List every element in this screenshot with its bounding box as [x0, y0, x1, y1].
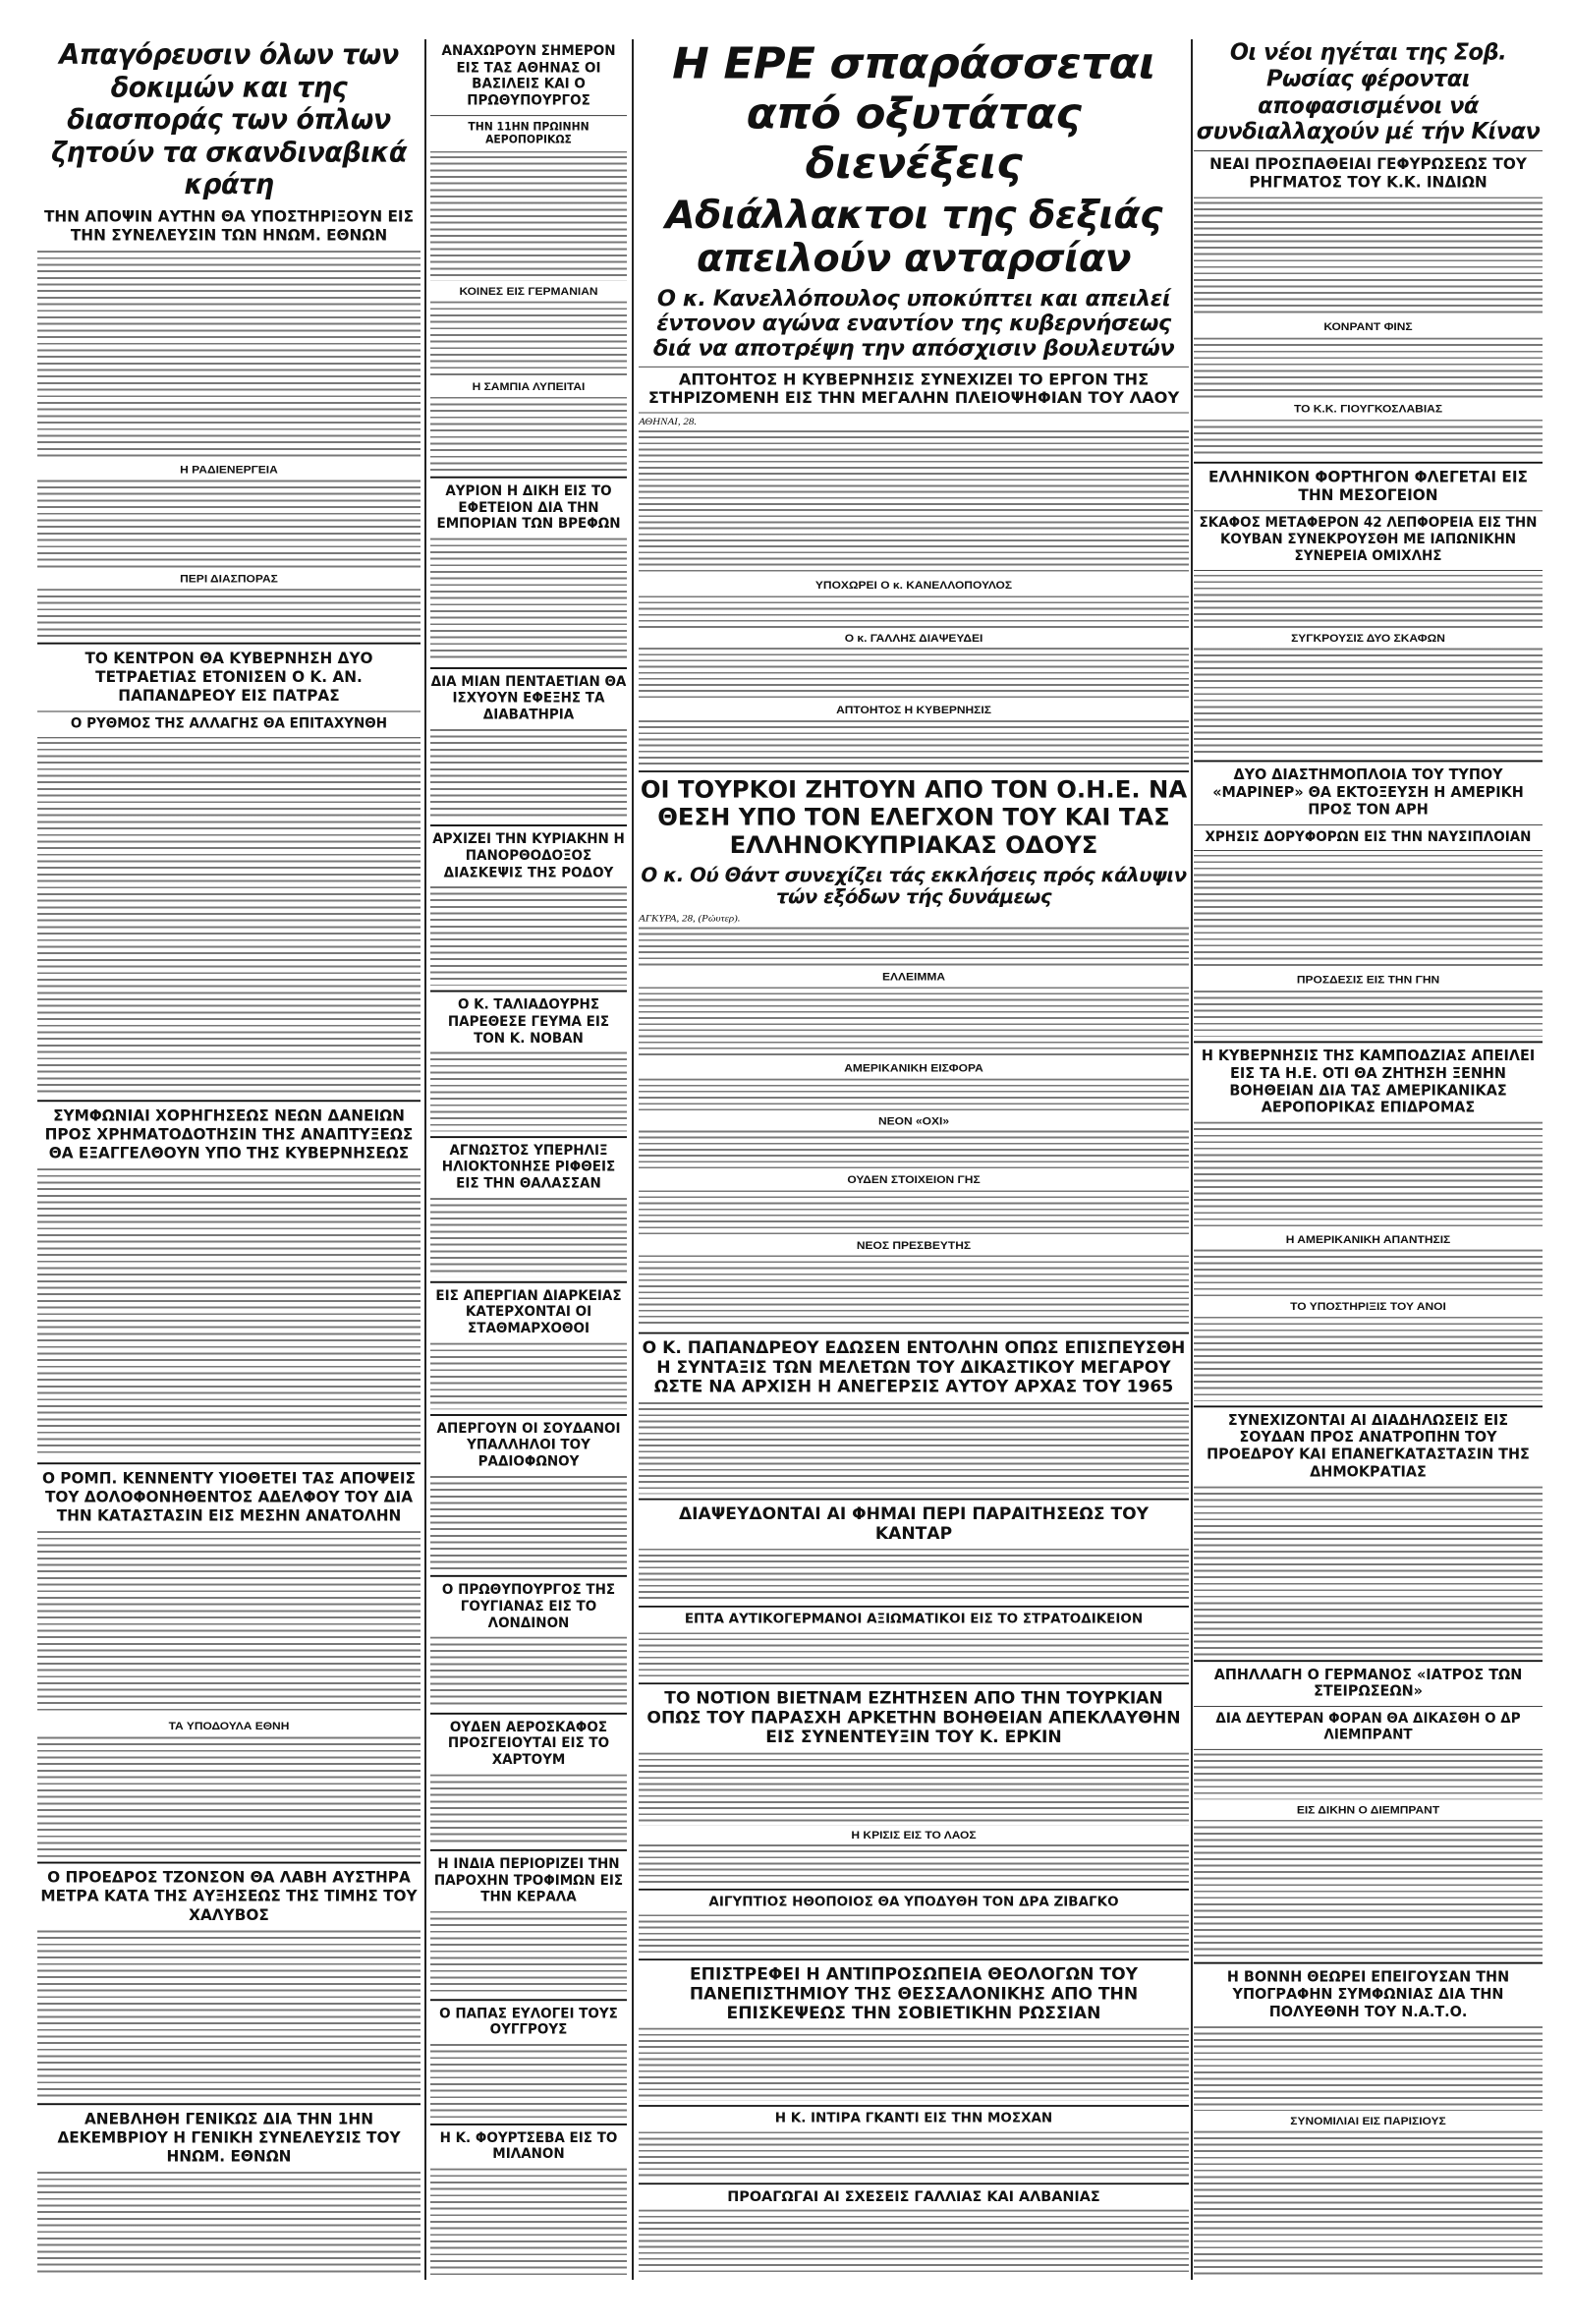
rule [430, 151, 627, 152]
rule [37, 738, 421, 739]
headline: Ο ΠΡΟΕΔΡΟΣ ΤΖΟΝΣΟΝ ΘΑ ΛΑΒΗ ΑΥΣΤΗΡΑ ΜΕΤΡΑ ΚΑΤΑ ΤΗΣ ΑΥΞΗΣΕΩΣ ΤΗΣ ΤΙΜΗΣ ΤΟΥ ΧΑΛΥΒΟΣ [40, 1867, 418, 1925]
article [639, 770, 1189, 1328]
headline: ΟΙ ΤΟΥΡΚΟΙ ΖΗΤΟΥΝ ΑΠΟ ΤΟΝ Ο.Η.Ε. ΝΑ ΘΕΣΗ ΥΠΟ ΤΟΝ ΕΛΕΓΧΟΝ ΤΟΥ ΚΑΙ ΤΑΣ ΕΛΛΗΝΟΚΥΠΡΙΑΚΑΣ ΟΔΟΥΣ [640, 776, 1188, 859]
section-subhead: ΣΥΓΚΡΟΥΣΙΣ ΔΥΟ ΣΚΑΦΩΝ [1291, 631, 1445, 645]
article [430, 1281, 627, 1409]
headline: Η Κ. ΦΟΥΡΤΣΕΒΑ ΕΙΣ ΤΟ ΜΙΛΑΝΟΝ [439, 2128, 618, 2163]
rule [639, 367, 1189, 368]
body-text-lines [1194, 574, 1543, 628]
body-text-lines [639, 1131, 1189, 1170]
body-text-lines [430, 1052, 627, 1131]
headline: Η Κ. ΙΝΤΙΡΑ ΓΚΑΝΤΙ ΕΙΣ ΤΗΝ ΜΟΣΧΑΝ [774, 2110, 1053, 2126]
rule [37, 2103, 421, 2105]
section-subhead: ΟΥΔΕΝ ΣΤΟΙΧΕΙΟΝ ΓΗΣ [847, 1173, 981, 1187]
rule [430, 115, 627, 116]
headline: ΔΥΟ ΔΙΑΣΤΗΜΟΠΛΟΙΑ ΤΟΥ ΤΥΠΟΥ «ΜΑΡΙΝΕΡ» ΘΑ ΕΚΤΟΞΕΥΣΗ Η ΑΜΕΡΙΚΗ ΠΡΟΣ ΤΟΝ ΑΡΗ [1212, 765, 1524, 819]
body-text-lines [430, 1198, 627, 1276]
body-text-lines [37, 1736, 421, 1856]
rule [1194, 150, 1543, 151]
headline: ΕΙΣ ΑΠΕΡΓΙΑΝ ΔΙΑΡΚΕΙΑΣ ΚΑΤΕΡΧΟΝΤΑΙ ΟΙ ΣΤΑΘΜΑΡΧΟΘΟΙ [435, 1286, 622, 1337]
rule [1194, 511, 1543, 512]
article [430, 1414, 627, 1571]
article [37, 1861, 421, 2098]
article [639, 1499, 1189, 1602]
headline: ΠΡΟΑΓΩΓΑΙ ΑΙ ΣΧΕΣΕΙΣ ΓΑΛΛΙΑΣ ΚΑΙ ΑΛΒΑΝΙΑΣ [727, 2187, 1100, 2204]
rule [430, 1713, 627, 1715]
body-text-lines [639, 2132, 1189, 2179]
rule [639, 1332, 1189, 1334]
rule [639, 2105, 1189, 2107]
rule [430, 1999, 627, 2001]
headline: ΕΛΛΗΝΙΚΟΝ ΦΟΡΤΗΓΟΝ ΦΛΕΓΕΤΑΙ ΕΙΣ ΤΗΝ ΜΕΣΟΓΕΙΟΝ [1207, 468, 1529, 506]
headline: ΑΠΗΛΛΑΓΗ Ο ΓΕΡΜΑΝΟΣ «ΙΑΤΡΟΣ ΤΩΝ ΣΤΕΙΡΩΣΕΩΝ» [1213, 1665, 1523, 1700]
dateline: ΑΘΗΝΑΙ, 28. [639, 417, 698, 427]
headline: ΕΠΙΣΤΡΕΦΕΙ Η ΑΝΤΙΠΡΟΣΩΠΕΙΑ ΘΕΟΛΟΓΩΝ ΤΟΥ ΠΑΝΕΠΙΣΤΗΜΙΟΥ ΤΗΣ ΘΕΣΣΑΛΟΝΙΚΗΣ ΑΠΟ ΤΗΝ ΕΠΙΣΚΕΨΕΩΣ ΤΗΝ ΣΟΒΙΕΤΙΚΗΝ ΡΩΣΣΙΑΝ [689, 1964, 1139, 2023]
subheadline: ΤΗΝ 11ΗΝ ΠΡΩΙΝΗΝ ΑΕΡΟΠΟΡΙΚΩΣ [468, 119, 590, 146]
headline: ΑΠΕΡΓΟΥΝ ΟΙ ΣΟΥΔΑΝΟΙ ΥΠΑΛΛΗΛΟΙ ΤΟΥ ΡΑΔΙΟΦΩΝΟΥ [436, 1419, 621, 1470]
article [37, 1462, 421, 1857]
section-subhead: ΤΑ ΥΠΟΔΟΥΛΑ ΕΘΝΗ [168, 1719, 290, 1732]
rule [37, 1100, 421, 1102]
body-text-lines [639, 595, 1189, 629]
body-text-lines [37, 1168, 421, 1457]
subheadline: ΧΡΗΣΙΣ ΔΟΡΥΦΟΡΩΝ ΕΙΣ ΤΗΝ ΝΑΥΣΙΠΛΟΙΑΝ [1205, 827, 1532, 845]
headline: Ο ΠΑΠΑΣ ΕΥΛΟΓΕΙ ΤΟΥΣ ΟΥΓΓΡΟΥΣ [439, 2004, 618, 2038]
section-subhead: ΕΙΣ ΔΙΚΗΝ Ο ΔΙΕΜΠΡΑΝΤ [1296, 1802, 1440, 1816]
column-rule [424, 39, 426, 2280]
headline: Ο ΡΟΜΠ. ΚΕΝΝΕΝΤΥ ΥΙΟΘΕΤΕΙ ΤΑΣ ΑΠΟΨΕΙΣ ΤΟΥ ΔΟΛΟΦΟΝΗΘΕΝΤΟΣ ΑΔΕΛΦΟΥ ΤΟΥ ΔΙΑ ΤΗΝ ΚΑΤΑΣΤΑΣΙΝ ΕΙΣ ΜΕΣΗΝ ΑΝΑΤΟΛΗΝ [41, 1468, 417, 1526]
article [639, 1683, 1189, 1885]
rule [1194, 462, 1543, 464]
article [1194, 462, 1543, 756]
article [430, 43, 627, 472]
rule [1194, 1962, 1543, 1964]
subheadline: Ο ΡΥΘΜΟΣ ΤΗΣ ΑΛΛΑΓΗΣ ΘΑ ΕΠΙΤΑΧΥΝΘΗ [70, 714, 388, 732]
rule [639, 1683, 1189, 1685]
section-subhead: Η ΚΡΙΣΙΣ ΕΙΣ ΤΟ ΛΑΟΣ [851, 1828, 977, 1842]
section-subhead: ΑΠΤΟΗΤΟΣ Η ΚΥΒΕΡΝΗΣΙΣ [836, 704, 991, 716]
body-text-lines [37, 742, 421, 1095]
article [430, 667, 627, 821]
section-subhead: ΤΟ ΥΠΟΣΤΗΡΙΞΙΣ ΤΟΥ ΑΝΟΙ [1290, 1299, 1446, 1313]
headline-main: Η ΕΡΕ σπαράσσεται από οξυτάτας διενέξεις [672, 38, 1155, 189]
body-text-lines [37, 1531, 421, 1716]
article [430, 1136, 627, 1276]
body-text-lines [1194, 337, 1543, 398]
body-text-lines [639, 1915, 1189, 1955]
headline: ΑΝΕΒΛΗΘΗ ΓΕΝΙΚΩΣ ΔΙΑ ΤΗΝ 1ΗΝ ΔΕΚΕΜΒΡΙΟΥ Η ΓΕΝΙΚΗ ΣΥΝΕΛΕΥΣΙΣ ΤΟΥ ΗΝΩΜ. ΕΘΝΩΝ [57, 2110, 401, 2167]
body-text-lines [639, 720, 1189, 766]
article [639, 1958, 1189, 2101]
headline: ΑΝΑΧΩΡΟΥΝ ΣΗΜΕΡΟΝ ΕΙΣ ΤΑΣ ΑΘΗΝΑΣ ΟΙ ΒΑΣΙΛΕΙΣ ΚΑΙ Ο ΠΡΩΘΥΠΟΥΡΓΟΣ [441, 41, 616, 109]
article [639, 1606, 1189, 1678]
headline: ΣΥΜΦΩΝΙΑΙ ΧΟΡΗΓΗΣΕΩΣ ΝΕΩΝ ΔΑΝΕΙΩΝ ΠΡΟΣ ΧΡΗΜΑΤΟΔΟΤΗΣΙΝ ΤΗΣ ΑΝΑΠΤΥΞΕΩΣ ΘΑ ΕΞΑΓΓΕΛΘΟΥΝ ΥΠΟ ΤΗΣ ΚΥΒΕΡΝΗΣΕΩΣ [44, 1106, 414, 1163]
body-text-lines [430, 397, 627, 472]
dateline: ΑΓΚΥΡΑ, 28, (Ρώυτερ). [639, 913, 741, 925]
section-subhead: ΤΟ Κ.Κ. ΓΙΟΥΓΚΟΣΛΑΒΙΑΣ [1293, 402, 1443, 416]
headline: ΑΙΓΥΠΤΙΟΣ ΗΘΟΠΟΙΟΣ ΘΑ ΥΠΟΔΥΘΗ ΤΟΝ ΔΡΑ ΖΙΒΑΓΚΟ [708, 1894, 1119, 1909]
article [430, 1849, 627, 1994]
headline: Ο ΠΡΩΘΥΠΟΥΡΓΟΣ ΤΗΣ ΓΟΥΓΙΑΝΑΣ ΕΙΣ ΤΟ ΛΟΝΔΙΝΟΝ [441, 1580, 616, 1631]
section-subhead: ΑΜΕΡΙΚΑΝΙΚΗ ΕΙΣΦΟΡΑ [844, 1062, 983, 1075]
section-subhead: ΠΕΡΙ ΔΙΑΣΠΟΡΑΣ [180, 571, 278, 586]
rule [430, 1414, 627, 1416]
article [1194, 1660, 1543, 1957]
body-text-lines [1194, 649, 1543, 756]
article [1194, 39, 1543, 457]
headline: Η ΙΝΔΙΑ ΠΕΡΙΟΡΙΖΕΙ ΤΗΝ ΠΑΡΟΧΗΝ ΤΡΟΦΙΜΩΝ ΕΙΣ ΤΗΝ ΚΕΡΑΛΑ [433, 1854, 624, 1905]
body-text-lines [1194, 1317, 1543, 1401]
body-text-lines [639, 1190, 1189, 1236]
section-subhead: ΝΕΟΣ ΠΡΕΣΒΕΥΤΗΣ [856, 1239, 972, 1252]
body-text-lines [430, 1637, 627, 1708]
section-subhead: ΠΡΟΣΔΕΣΙΣ ΕΙΣ ΤΗΝ ΓΗΝ [1296, 973, 1440, 987]
rule [639, 1958, 1189, 1960]
body-text-lines [639, 928, 1189, 967]
headline-main-2: Αδιάλλακτοι της δεξιάς απειλούν ανταρσίαν [665, 193, 1162, 281]
subheadline: ΝΕΑΙ ΠΡΟΣΠΑΘΕΙΑΙ ΓΕΦΥΡΩΣΕΩΣ ΤΟΥ ΡΗΓΜΑΤΟΣ ΤΟΥ Κ.Κ. ΙΝΔΙΩΝ [1209, 154, 1527, 193]
body-text-lines [639, 2028, 1189, 2101]
body-text-lines [639, 1079, 1189, 1112]
subheadline: ΣΚΑΦΟΣ ΜΕΤΑΦΕΡΟΝ 42 ΛΕΠΦΟΡΕΙΑ ΕΙΣ ΤΗΝ ΚΟΥΒΑΝ ΣΥΝΕΚΡΟΥΣΘΗ ΜΕ ΙΑΠΩΝΙΚΗΝ ΣΥΝΕΡΕΙΑ ΟΜΙΧΛΗΣ [1199, 514, 1538, 564]
rule [1194, 1405, 1543, 1407]
subheadline: ΑΠΤΟΗΤΟΣ Η ΚΥΒΕΡΝΗΣΙΣ ΣΥΝΕΧΙΖΕΙ ΤΟ ΕΡΓΟΝ ΤΗΣ ΣΤΗΡΙΖΟΜΕΝΗ ΕΙΣ ΤΗΝ ΜΕΓΑΛΗΝ ΠΛΕΙΟΨΗΦΙΑΝ ΤΟΥ ΛΑΟΥ [647, 370, 1180, 408]
headline: Ο Κ. ΠΑΠΑΝΔΡΕΟΥ ΕΔΩΣΕΝ ΕΝΤΟΛΗΝ ΟΠΩΣ ΕΠΙΣΠΕΥΣΘΗ Η ΣΥΝΤΑΞΙΣ ΤΩΝ ΜΕΛΕΤΩΝ ΤΟΥ ΔΙΚΑΣΤΙΚΟΥ ΜΕΓΑΡΟΥ ΩΣΤΕ ΝΑ ΑΡΧΙΣΗ Η ΑΝΕΓΕΡΣΙΣ ΑΥΤΟΥ ΑΡΧΑΣ ΤΟΥ 1965 [642, 1338, 1186, 1396]
rule [430, 2124, 627, 2126]
article [639, 2182, 1189, 2276]
article [430, 1999, 627, 2119]
body-text-lines [37, 251, 421, 459]
headline-main: Οι νέοι ηγέται της Σοβ. Ρωσίας φέρονται αποφασισμένοι νά συνδιαλλαχούν μέ τήν Κίναν [1196, 38, 1541, 144]
headline: ΤΟ ΚΕΝΤΡΟΝ ΘΑ ΚΥΒΕΡΝΗΣΗ ΔΥΟ ΤΕΤΡΑΕΤΙΑΣ ΕΤΟΝΙΣΕΝ Ο Κ. ΑΝ. ΠΑΠΑΝΔΡΕΟΥ ΕΙΣ ΠΑΤΡΑΣ [84, 648, 373, 706]
column-1 [37, 39, 421, 2280]
body-text-lines [1194, 2131, 1543, 2277]
deck: Ο κ. Ού Θάντ συνεχίζει τάς εκκλήσεις πρός κάλυψιν τών εξόδων τής δυνάμεως [641, 864, 1187, 909]
section-subhead: ΚΟΝΡΑΝΤ ΦΙΝΣ [1323, 320, 1413, 334]
body-text-lines [37, 2172, 421, 2276]
headline: ΔΙΑΨΕΥΔΟΝΤΑΙ ΑΙ ΦΗΜΑΙ ΠΕΡΙ ΠΑΡΑΙΤΗΣΕΩΣ ΤΟΥ ΚΑΝΤΑΡ [678, 1504, 1150, 1544]
rule [430, 477, 627, 479]
body-text-lines [1194, 420, 1543, 458]
headline: ΤΗΝ ΑΠΟΨΙΝ ΑΥΤΗΝ ΘΑ ΥΠΟΣΤΗΡΙΞΟΥΝ ΕΙΣ ΤΗΝ ΣΥΝΕΛΕΥΣΙΝ ΤΩΝ ΗΝΩΜ. ΕΘΝΩΝ [43, 206, 415, 245]
rule [1194, 1706, 1543, 1707]
article [1194, 1041, 1543, 1400]
column-3 [639, 39, 1189, 2280]
section-subhead: Η ΣΑΜΠΙΑ ΛΥΠΕΙΤΑΙ [472, 379, 586, 393]
section-subhead: Η ΡΑΔΙΕΝΕΡΓΕΙΑ [180, 462, 278, 477]
body-text-lines [1194, 991, 1543, 1037]
body-text-lines [430, 156, 627, 280]
body-text-lines [430, 2169, 627, 2277]
article [430, 2124, 627, 2277]
article [430, 477, 627, 662]
section-subhead: Ο κ. ΓΑΛΛΗΣ ΔΙΑΨΕΥΔΕΙ [844, 632, 983, 645]
rule [37, 1462, 421, 1464]
body-text-lines [430, 2044, 627, 2119]
rule [1194, 570, 1543, 571]
deck: Ο κ. Κανελλόπουλος υποκύπτει και απειλεί έντονον αγώνα εναντίον της κυβερνήσεως διά να αποτρέψη την απόσχισιν βουλευτών [652, 285, 1175, 361]
body-text-lines [639, 1402, 1189, 1495]
article [1194, 761, 1543, 1037]
rule [430, 1281, 627, 1283]
headline: ΑΓΝΩΣΤΟΣ ΥΠΕΡΗΛΙΞ ΗΛΙΟΚΤΟΝΗΣΕ ΡΙΦΘΕΙΣ ΕΙΣ ΤΗΝ ΘΑΛΑΣΣΑΝ [441, 1141, 616, 1192]
rule [1194, 850, 1543, 851]
rule [639, 770, 1189, 772]
rule [430, 991, 627, 992]
body-text-lines [37, 590, 421, 638]
rule [37, 1861, 421, 1863]
body-text-lines [1194, 855, 1543, 970]
article [639, 1889, 1189, 1955]
headline: ΣΥΝΕΧΙΖΟΝΤΑΙ ΑΙ ΔΙΑΔΗΛΩΣΕΙΣ ΕΙΣ ΣΟΥΔΑΝ ΠΡΟΣ ΑΝΑΤΡΟΠΗΝ ΤΟΥ ΠΡΟΕΔΡΟΥ ΚΑΙ ΕΠΑΝΕΓΚΑΤΑΣΤΑΣΙΝ ΤΗΣ ΔΗΜΟΚΡΑΤΙΑΣ [1207, 1410, 1530, 1481]
section-subhead: ΥΠΟΧΩΡΕΙ Ο κ. ΚΑΝΕΛΛΟΠΟΥΛΟΣ [814, 579, 1013, 593]
body-text-lines [1194, 1753, 1543, 1799]
rule [639, 1499, 1189, 1501]
article [639, 1332, 1189, 1495]
article [639, 39, 1189, 766]
article [1194, 1405, 1543, 1655]
body-text-lines [430, 302, 627, 376]
headline: ΑΥΡΙΟΝ Η ΔΙΚΗ ΕΙΣ ΤΟ ΕΦΕΤΕΙΟΝ ΔΙΑ ΤΗΝ ΕΜΠΟΡΙΑΝ ΤΩΝ ΒΡΕΦΩΝ [436, 482, 621, 533]
section-subhead: Η ΑΜΕΡΙΚΑΝΙΚΗ ΑΠΑΝΤΗΣΙΣ [1285, 1232, 1451, 1246]
article [1194, 1962, 1543, 2277]
rule [430, 1849, 627, 1851]
headline: Η ΚΥΒΕΡΝΗΣΙΣ ΤΗΣ ΚΑΜΠΟΔΖΙΑΣ ΑΠΕΙΛΕΙ ΕΙΣ ΤΑ Η.Ε. ΟΤΙ ΘΑ ΖΗΤΗΣΗ ΞΕΝΗΝ ΒΟΗΘΕΙΑΝ ΔΙΑ ΤΑΣ ΑΜΕΡΙΚΑΝΙΚΑΣ ΑΕΡΟΠΟΡΙΚΑΣ ΕΠΙΔΡΟΜΑΣ [1201, 1046, 1536, 1116]
body-text-lines [639, 1632, 1189, 1678]
body-text-lines [430, 886, 627, 986]
headline: ΔΙΑ ΜΙΑΝ ΠΕΝΤΑΕΤΙΑΝ ΘΑ ΙΣΧΥΟΥΝ ΕΦΕΞΗΣ ΤΑ ΔΙΑΒΑΤΗΡΙΑ [430, 672, 627, 723]
body-text-lines [639, 1256, 1189, 1329]
article [639, 2105, 1189, 2178]
body-text-lines [1194, 1820, 1543, 1957]
body-text-lines [430, 1342, 627, 1408]
section-subhead: ΕΛΛΕΙΜΜΑ [881, 970, 945, 984]
article [37, 39, 421, 638]
rule [430, 1136, 627, 1138]
body-text-lines [639, 648, 1189, 701]
article [37, 642, 421, 1095]
body-text-lines [37, 480, 421, 568]
headline: ΕΠΤΑ ΑΥΤΙΚΟΓΕΡΜΑΝΟΙ ΑΞΙΩΜΑΤΙΚΟΙ ΕΙΣ ΤΟ ΣΤΡΑΤΟΔΙΚΕΙΟΝ [684, 1611, 1144, 1627]
body-text-lines [639, 430, 1189, 576]
body-text-lines [1194, 2026, 1543, 2111]
body-text-lines [639, 987, 1189, 1059]
section-subhead: ΝΕΟΝ «ΟΧΙ» [877, 1114, 950, 1127]
body-text-lines [639, 1844, 1189, 1884]
headline: ΑΡΧΙΖΕΙ ΤΗΝ ΚΥΡΙΑΚΗΝ Η ΠΑΝΟΡΘΟΔΟΞΟΣ ΔΙΑΣΚΕΨΙΣ ΤΗΣ ΡΟΔΟΥ [432, 829, 625, 880]
section-subhead: ΚΟΙΝΕΣ ΕΙΣ ΓΕΡΜΑΝΙΑΝ [459, 284, 598, 298]
subheadline: ΔΙΑ ΔΕΥΤΕΡΑΝ ΦΟΡΑΝ ΘΑ ΔΙΚΑΣΘΗ Ο ΔΡ ΛΙΕΜΠΡΑΝΤ [1215, 1710, 1521, 1743]
body-text-lines [1194, 1250, 1543, 1296]
body-text-lines [639, 2210, 1189, 2276]
rule [1194, 1660, 1543, 1662]
body-text-lines [430, 729, 627, 821]
article [37, 2103, 421, 2276]
rule [37, 710, 421, 711]
rule [639, 2182, 1189, 2184]
body-text-lines [639, 1549, 1189, 1602]
article [430, 1575, 627, 1708]
body-text-lines [430, 1476, 627, 1571]
rule [1194, 1749, 1543, 1750]
rule [430, 667, 627, 669]
body-text-lines [639, 1752, 1189, 1825]
rule [430, 824, 627, 826]
body-text-lines [430, 538, 627, 662]
body-text-lines [430, 1774, 627, 1844]
body-text-lines [37, 1930, 421, 2098]
body-text-lines [1194, 201, 1543, 316]
rule [639, 413, 1189, 414]
body-text-lines [1194, 1122, 1543, 1229]
column-4 [1194, 39, 1543, 2280]
rule [37, 642, 421, 644]
body-text-lines [430, 1911, 627, 1994]
rule [1194, 761, 1543, 763]
section-subhead: ΣΥΝΟΜΙΛΙΑΙ ΕΙΣ ΠΑΡΙΣΙΟΥΣ [1290, 2114, 1446, 2127]
article [430, 1713, 627, 1845]
rule [639, 1889, 1189, 1891]
headline: ΤΟ ΝΟΤΙΟΝ ΒΙΕΤΝΑΜ ΕΖΗΤΗΣΕΝ ΑΠΟ ΤΗΝ ΤΟΥΡΚΙΑΝ ΟΠΩΣ ΤΟΥ ΠΑΡΑΣΧΗ ΑΡΚΕΤΗΝ ΒΟΗΘΕΙΑΝ ΑΠΕΚΛΑΥΘΗΝ ΕΙΣ ΣΥΝΕΝΤΕΥΞΙΝ ΤΟΥ Κ. ΕΡΚΙΝ [646, 1688, 1181, 1747]
headline: Ο Κ. ΤΑΛΙΑΔΟΥΡΗΣ ΠΑΡΕΘΕΣΕ ΓΕΥΜΑ ΕΙΣ ΤΟΝ Κ. ΝΟΒΑΝ [447, 995, 610, 1047]
article [430, 824, 627, 986]
body-text-lines [1194, 1487, 1543, 1655]
headline-main: Απαγόρευσιν όλων των δοκιμών και της διασποράς των όπλων ζητούν τα σκανδιναβικά κράτη [51, 38, 407, 201]
column-rule [1191, 39, 1193, 2280]
headline: Η ΒΟΝΝΗ ΘΕΩΡΕΙ ΕΠΕΙΓΟΥΣΑΝ ΤΗΝ ΥΠΟΓΡΑΦΗΝ ΣΥΜΦΩΝΙΑΣ ΔΙΑ ΤΗΝ ΠΟΛΥΕΘΝΗ ΤΟΥ Ν.Α.Τ.Ο. [1226, 1967, 1510, 2020]
rule [430, 1575, 627, 1577]
rule [1194, 1041, 1543, 1043]
article [430, 991, 627, 1131]
column-2 [430, 39, 627, 2280]
rule [1194, 824, 1543, 825]
article [37, 1100, 421, 1457]
rule [639, 1606, 1189, 1608]
headline: ΟΥΔΕΝ ΑΕΡΟΣΚΑΦΟΣ ΠΡΟΣΓΕΙΟΥΤΑΙ ΕΙΣ ΤΟ ΧΑΡΤΟΥΜ [447, 1718, 610, 1769]
column-rule [632, 39, 634, 2280]
